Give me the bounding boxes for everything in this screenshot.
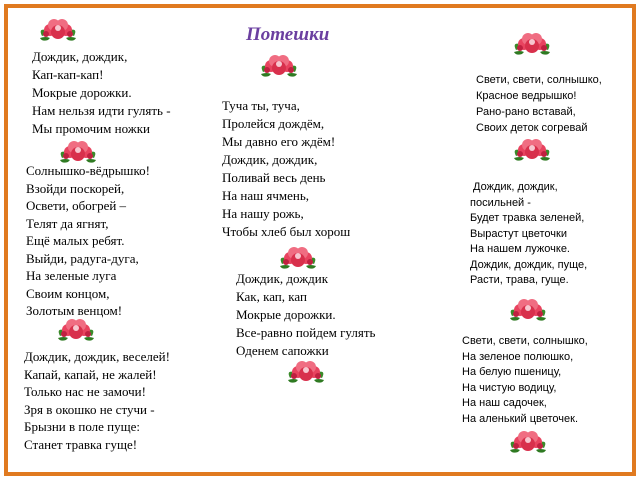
poem-line: Будет травка зеленей, bbox=[470, 212, 585, 224]
poem-line: Поливай весь день bbox=[222, 170, 326, 185]
poem-line: Вырастут цветочки bbox=[470, 227, 567, 240]
poem-line: Пролейся дождём, bbox=[222, 116, 325, 131]
poem-line: Как, кап, кап bbox=[236, 289, 307, 304]
poem-line: Красное ведрышко! bbox=[476, 90, 577, 102]
poem-line: Мокрые дорожки. bbox=[236, 307, 336, 322]
flower-icon bbox=[257, 50, 301, 80]
poem-line: Станет травка гуще! bbox=[24, 436, 138, 452]
poem-line: Расти, трава, гуще. bbox=[470, 274, 569, 286]
poem-line: Своим концом, bbox=[26, 285, 110, 301]
poem-line: Брызни в поле пуще: bbox=[24, 419, 141, 434]
poem-cloud bbox=[222, 97, 350, 241]
poem-line: Кап-кап-кап! bbox=[32, 67, 104, 82]
flower-icon bbox=[506, 426, 550, 456]
poem-line: Мы давно его ждём! bbox=[222, 134, 336, 149]
flower-icon bbox=[284, 356, 328, 386]
poem-line: Ещё малых ребят. bbox=[26, 233, 125, 248]
poem-line: Дождик, дождик, bbox=[222, 152, 318, 167]
poem-line: Только нас не замочи! bbox=[24, 384, 146, 399]
flower-icon bbox=[510, 134, 554, 164]
poem-line: Все-равно пойдем гулять bbox=[236, 325, 376, 340]
poem-line: Взойди поскорей, bbox=[26, 180, 125, 196]
poem-line: Дождик, дождик, bbox=[32, 49, 128, 64]
flower-icon bbox=[506, 294, 550, 324]
flower-icon bbox=[36, 14, 80, 44]
poem-rain-2 bbox=[470, 180, 587, 289]
poem-line: Золотым венцом! bbox=[26, 303, 123, 318]
poem-line: На наш садочек, bbox=[462, 397, 547, 409]
flower-icon bbox=[276, 242, 320, 272]
poem-line: Мокрые дорожки. bbox=[32, 85, 132, 100]
poem-sun-bucket bbox=[26, 162, 150, 320]
poem-line: Капай, капай, не жалей! bbox=[24, 366, 157, 382]
poem-line: Дождик, дождик, пуще, bbox=[470, 258, 588, 271]
poem-rain-merry bbox=[24, 348, 170, 453]
flower-icon bbox=[510, 28, 554, 58]
poem-line: На зеленое полюшко, bbox=[462, 350, 574, 363]
poem-line: посильней - bbox=[470, 196, 531, 209]
poem-line: На нашу рожь, bbox=[222, 206, 304, 221]
poem-line: На белую пшеницу, bbox=[462, 366, 562, 378]
poem-line: Свети, свети, солнышко, bbox=[462, 335, 588, 347]
poem-line: Нам нельзя идти гулять - bbox=[32, 103, 171, 118]
poem-line: Мы промочим ножки bbox=[32, 121, 151, 136]
poem-line: Чтобы хлеб был хорош bbox=[222, 224, 351, 239]
poem-line: Своих деток согревай bbox=[476, 122, 588, 134]
poem-line: Дождик, дождик, bbox=[470, 181, 558, 193]
poem-line: Солнышко-вёдрышко! bbox=[26, 163, 150, 178]
poem-line: Выйди, радуга-дуга, bbox=[26, 250, 139, 266]
poem-rain-1 bbox=[32, 48, 171, 138]
poem-line: Свети, свети, солнышко, bbox=[476, 74, 602, 86]
poem-line: На зеленые луга bbox=[26, 268, 117, 283]
poem-line: Освети, обогрей – bbox=[26, 198, 127, 213]
poem-line: На чистую водицу, bbox=[462, 381, 557, 394]
page-title: Потешки bbox=[246, 24, 330, 45]
poem-line: Телят да ягнят, bbox=[26, 215, 109, 231]
poem-line: Туча ты, туча, bbox=[222, 98, 300, 113]
poem-line: На аленький цветочек. bbox=[462, 412, 579, 425]
poem-sun-2 bbox=[462, 334, 588, 427]
poem-line: На наш ячмень, bbox=[222, 188, 310, 203]
poem-line: На нашем лужочке. bbox=[470, 243, 570, 255]
poem-sun-1 bbox=[476, 72, 602, 136]
poem-rain-3 bbox=[236, 270, 375, 360]
poem-line: Оденем сапожки bbox=[236, 343, 329, 358]
poem-line: Дождик, дождик bbox=[236, 271, 329, 286]
poem-line: Дождик, дождик, веселей! bbox=[24, 349, 170, 364]
poem-line: Зря в окошко не стучи - bbox=[24, 401, 155, 417]
poem-line: Рано-рано вставай, bbox=[476, 106, 576, 118]
